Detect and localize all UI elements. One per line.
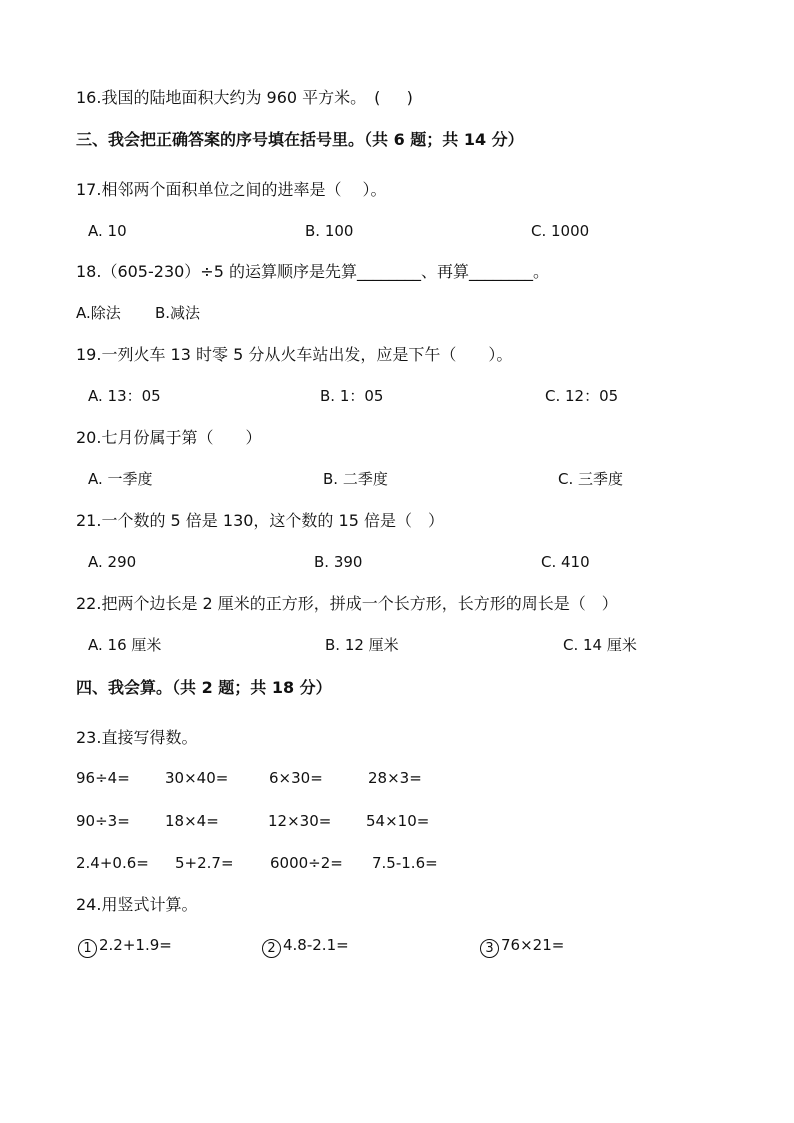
question-21-option-a: A. 290	[88, 553, 137, 571]
calc-item: 7.5-1.6=	[372, 854, 438, 872]
question-20-option-b: B. 二季度	[323, 470, 388, 488]
question-20-option-a: A. 一季度	[88, 470, 153, 488]
question-17-stem: 17.相邻两个面积单位之间的进率是（ ）。	[76, 180, 387, 199]
calc-item: 6000÷2=	[270, 854, 343, 872]
circled-number-3: 3	[480, 939, 499, 958]
question-23-stem: 23.直接写得数。	[76, 728, 198, 747]
circled-number-2: 2	[262, 939, 281, 958]
circled-number-1: 1	[78, 939, 97, 958]
calc-item: 18×4=	[165, 812, 219, 830]
question-19-stem: 19.一列火车 13 时零 5 分从火车站出发，应是下午（ ）。	[76, 345, 513, 364]
question-18-stem: 18.（605-230）÷5 的运算顺序是先算________、再算________。	[76, 262, 549, 281]
calc-item: 30×40=	[165, 769, 229, 787]
vertical-calc-expr: 2.2+1.9=	[99, 936, 172, 954]
vertical-calc-item	[480, 935, 564, 958]
section-3-heading: 三、我会把正确答案的序号填在括号里。（共 6 题；共 14 分）	[76, 130, 524, 149]
vertical-calc-item	[78, 935, 172, 958]
question-21-option-c: C. 410	[541, 553, 590, 571]
vertical-calc-expr: 4.8-2.1=	[283, 936, 349, 954]
question-17-option-b: B. 100	[305, 222, 354, 240]
question-19-option-b: B. 1：05	[320, 387, 384, 405]
question-21-option-b: B. 390	[314, 553, 363, 571]
question-20-option-c: C. 三季度	[558, 470, 624, 488]
question-17-option-a: A. 10	[88, 222, 127, 240]
question-22-option-b: B. 12 厘米	[325, 636, 399, 654]
question-19-option-c: C. 12：05	[545, 387, 619, 405]
calc-item: 90÷3=	[76, 812, 130, 830]
question-19-option-a: A. 13：05	[88, 387, 161, 405]
question-18-option-b: B.减法	[155, 304, 201, 322]
vertical-calc-expr: 76×21=	[501, 936, 565, 954]
question-22-option-c: C. 14 厘米	[563, 636, 637, 654]
calc-item: 6×30=	[269, 769, 323, 787]
question-22-option-a: A. 16 厘米	[88, 636, 162, 654]
question-18-option-a: A.除法	[76, 304, 121, 322]
section-4-heading: 四、我会算。（共 2 题；共 18 分）	[76, 678, 332, 697]
calc-item: 5+2.7=	[175, 854, 234, 872]
question-22-stem: 22.把两个边长是 2 厘米的正方形，拼成一个长方形，长方形的周长是（ ）	[76, 594, 618, 613]
calc-item: 2.4+0.6=	[76, 854, 149, 872]
question-24-stem: 24.用竖式计算。	[76, 895, 198, 914]
question-20-stem: 20.七月份属于第（ ）	[76, 428, 262, 447]
calc-item: 54×10=	[366, 812, 430, 830]
question-17-option-c: C. 1000	[531, 222, 590, 240]
question-21-stem: 21.一个数的 5 倍是 130，这个数的 15 倍是（ ）	[76, 511, 444, 530]
calc-item: 96÷4=	[76, 769, 130, 787]
calc-item: 28×3=	[368, 769, 422, 787]
calc-item: 12×30=	[268, 812, 332, 830]
question-16: 16.我国的陆地面积大约为 960 平方米。 ( )	[76, 88, 413, 107]
vertical-calc-item	[262, 935, 349, 958]
